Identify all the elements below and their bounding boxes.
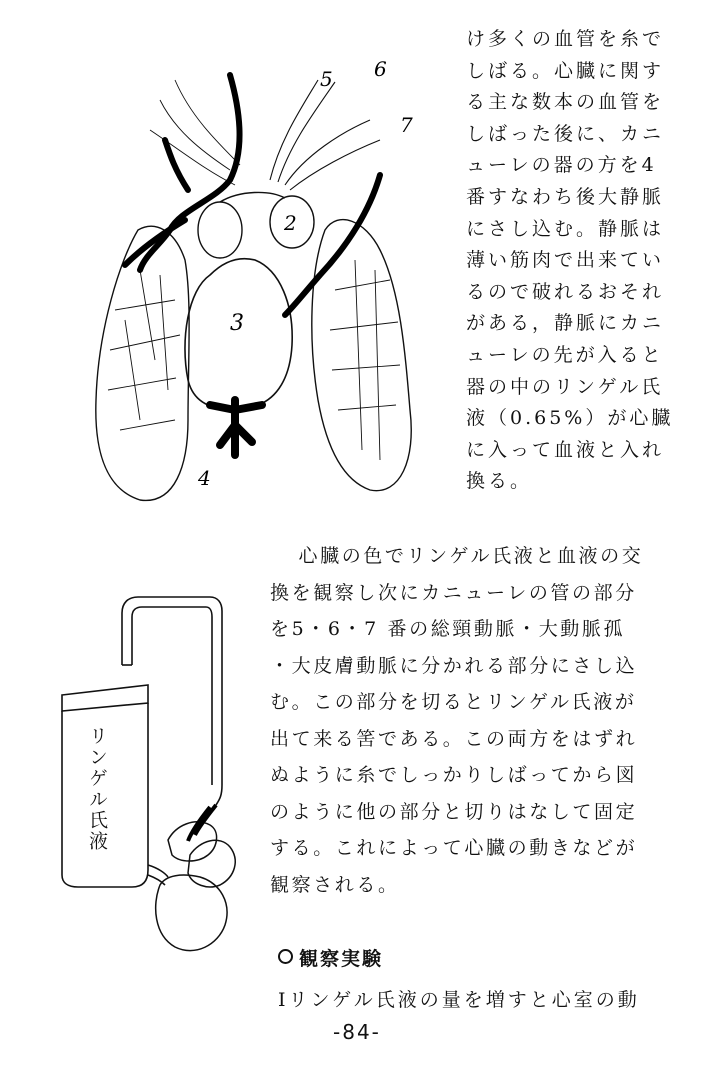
right-line: にさし込む。静脈は bbox=[466, 217, 665, 240]
right-line: に入って血液と入れ bbox=[466, 438, 665, 461]
right-line: るので破れるおそれ bbox=[466, 280, 665, 303]
right-line: 薄い筋肉で出来てい bbox=[466, 249, 665, 272]
right-line: 液（0.65%）が心臓 bbox=[466, 407, 674, 430]
para-line: 心臓の色でリンゲル氏液と血液の交 bbox=[298, 545, 644, 567]
right-line: がある，静脈にカニ bbox=[466, 312, 665, 335]
right-line: しばった後に、カニ bbox=[466, 122, 665, 145]
para-line: のように他の部分と切りはなして固定 bbox=[270, 800, 638, 823]
para-line: 換を観察し次にカニューレの管の部分 bbox=[270, 581, 637, 604]
heart-label-7: 7 bbox=[400, 113, 413, 137]
right-line: る主な数本の血管を bbox=[466, 91, 665, 114]
para-line: む。この部分を切るとリンゲル氏液が bbox=[270, 691, 637, 713]
right-line: け多くの血管を糸で bbox=[466, 28, 665, 50]
heart-label-3: 3 bbox=[230, 311, 244, 336]
middle-paragraph bbox=[270, 538, 700, 903]
para-line: する。これによって心臓の動きなどが bbox=[270, 837, 638, 859]
right-column-text bbox=[466, 24, 698, 498]
page-number: -84- bbox=[333, 1020, 381, 1044]
circle-bullet-icon bbox=[278, 949, 293, 964]
right-line: 換る。 bbox=[466, 470, 533, 493]
para-line: を5・6・7 番の総頸動脈・大動脈孤 bbox=[270, 618, 626, 640]
para-line: 観察される。 bbox=[270, 873, 400, 896]
right-line: しばる。心臓に関す bbox=[466, 59, 665, 82]
heart-label-2: 2 bbox=[284, 211, 297, 235]
section-heading bbox=[278, 944, 383, 971]
para-line: 出て来る筈である。この両方をはずれ bbox=[270, 727, 638, 750]
bottle-label: リンゲル氏液 bbox=[86, 726, 108, 852]
heart-label-5: 5 bbox=[320, 67, 333, 91]
para-line: ぬように糸でしっかりしばってから図 bbox=[270, 764, 638, 786]
right-line: ューレの先が入ると bbox=[466, 343, 664, 366]
heading-text: 観察実験 bbox=[299, 948, 384, 970]
right-line: 番すなわち後大静脈 bbox=[466, 185, 665, 208]
continuation-line: Ⅰリンゲル氏液の量を増すと心室の動 bbox=[278, 989, 640, 1011]
right-line: ューレの器の方を4 bbox=[466, 154, 657, 177]
para-line: ・大皮膚動脈に分かれる部分にさし込 bbox=[270, 654, 638, 677]
heart-label-6: 6 bbox=[374, 60, 387, 81]
heart-label-4: 4 bbox=[198, 466, 211, 490]
right-line: 器の中のリンゲル氏 bbox=[466, 375, 664, 398]
heart-anatomy-figure bbox=[80, 60, 460, 510]
